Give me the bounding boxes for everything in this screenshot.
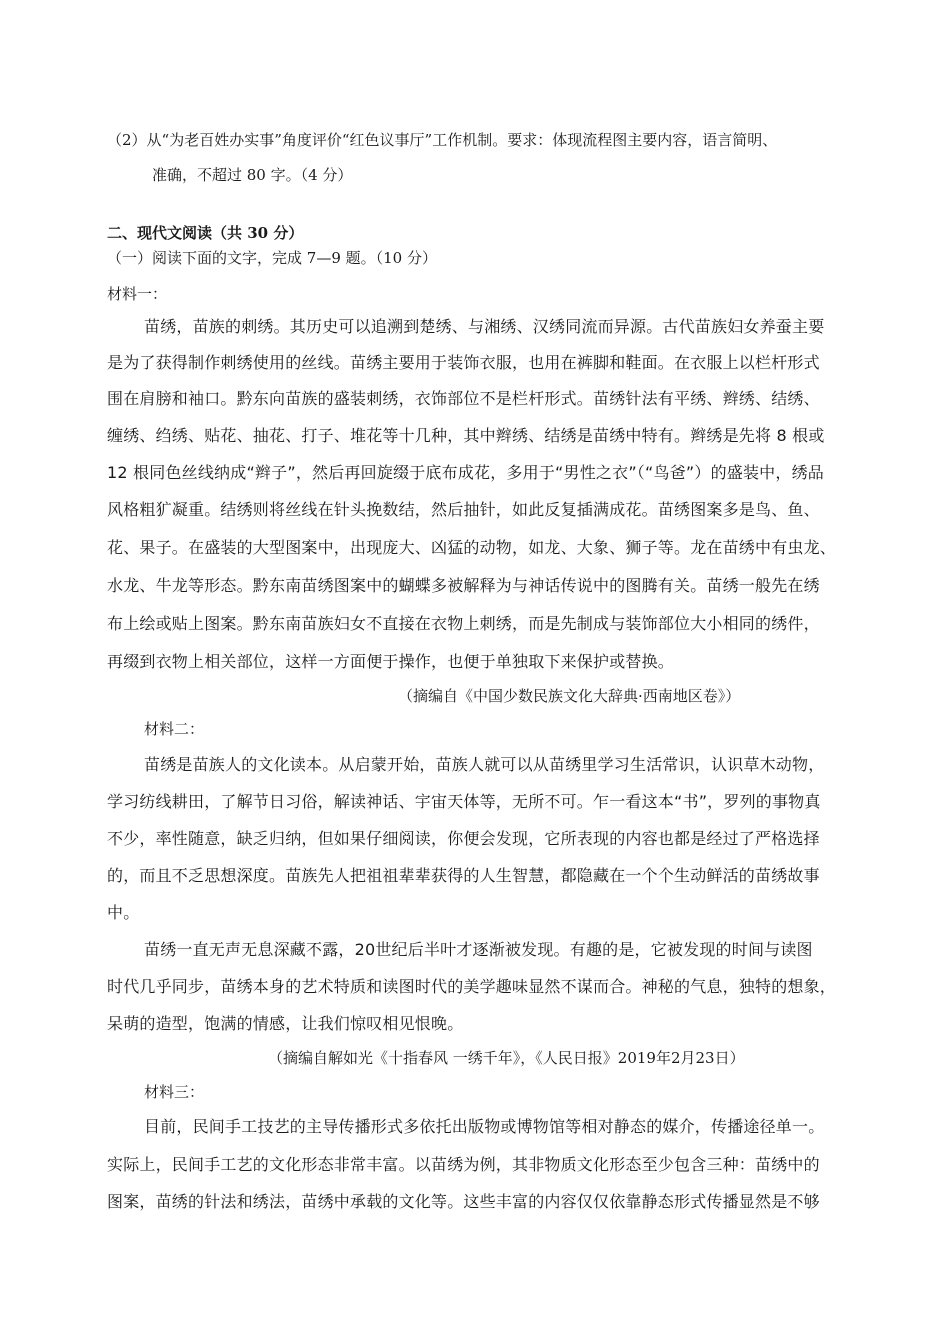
section-title: 二、现代文阅读（共 30 分） (107, 224, 304, 242)
material1-source: （摘编自《中国少数民族文化大辞典·西南地区卷》） (398, 687, 741, 705)
material1-line: 围在肩膀和袖口。黔东向苗族的盛装刺绣，衣饰部位不是栏杆形式。苗绣针法有平绣、辫绣、结绣、 (107, 389, 820, 408)
material2-line: 苗绣是苗族人的文化读本。从启蒙开始，苗族人就可以从苗绣里学习生活常识，认识草木动物， (144, 755, 825, 774)
material2-line: 苗绣一直无声无息深藏不露，20世纪后半叶才逐渐被发现。有趣的是，它被发现的时间与读图 (144, 940, 813, 959)
material1-line: 苗绣，苗族的刺绣。其历史可以追溯到楚绣、与湘绣、汉绣同流而异源。古代苗族妇女养蚕主要 (144, 317, 825, 336)
material2-line: 时代几乎同步，苗绣本身的艺术特质和读图时代的美学趣味显然不谋而合。神秘的气息，独特的想象， (107, 977, 837, 996)
material3-line: 目前，民间手工技艺的主导传播形式多依托出版物或博物馆等相对静态的媒介，传播途径单一。 (144, 1117, 825, 1136)
material1-line: 再缀到衣物上相关部位，这样一方面便于操作，也便于单独取下来保护或替换。 (107, 652, 675, 671)
material1-line: 风格粗犷凝重。结绣则将丝线在针头挽数结，然后抽针，如此反复插满成花。苗绣图案多是鸟、鱼、 (107, 500, 820, 519)
material2-line: 的，而且不乏思想深度。苗族先人把祖祖辈辈获得的人生智慧，都隐藏在一个个生动鲜活的苗绣故事 (107, 866, 820, 885)
material2-line: 呆萌的造型，饱满的情感，让我们惊叹相见恨晚。 (107, 1014, 464, 1033)
section-subtitle: （一）阅读下面的文字，完成 7—9 题。（10 分） (107, 249, 437, 267)
material1-line: 花、果子。在盛装的大型图案中，出现庞大、凶猛的动物，如龙、大象、狮子等。龙在苗绣中有虫龙、 (107, 538, 837, 557)
question-line-2: 准确，不超过 80 字。（4 分） (152, 166, 353, 184)
material3-line: 实际上，民间手工艺的文化形态非常丰富。以苗绣为例，其非物质文化形态至少包含三种：苗绣中的 (107, 1155, 820, 1174)
material1-line: 水龙、牛龙等形态。黔东南苗绣图案中的蝴蝶多被解释为与神话传说中的图腾有关。苗绣一般先在绣 (107, 576, 820, 595)
material1-line: 12 根同色丝线纳成“辫子”，然后再回旋缀于底布成花，多用于“男性之衣”（“鸟爸”）的盛装中，绣品 (107, 463, 824, 482)
material3-line: 图案，苗绣的针法和绣法，苗绣中承载的文化等。这些丰富的内容仅仅依靠静态形式传播显然是不够 (107, 1192, 820, 1211)
material1-label: 材料一： (107, 285, 168, 303)
material2-source: （摘编自解如光《十指春风 一绣千年》，《人民日报》2019年2月23日） (268, 1049, 745, 1067)
material1-line: 是为了获得制作刺绣使用的丝线。苗绣主要用于装饰衣服，也用在裤脚和鞋面。在衣服上以栏杆形式 (107, 353, 820, 372)
material2-line: 学习纺线耕田，了解节日习俗，解读神话、宇宙天体等，无所不可。乍一看这本“书”，罗列的事物真 (107, 792, 821, 811)
question-line-1: （2）从“为老百姓办实事”角度评价“红色议事厅”工作机制。要求：体现流程图主要内容，语言简明、 (107, 131, 778, 149)
material2-line: 不少，率性随意，缺乏归纳，但如果仔细阅读，你便会发现，它所表现的内容也都是经过了严格选择 (107, 829, 820, 848)
material1-line: 布上绘或贴上图案。黔东南苗族妇女不直接在衣物上刺绣，而是先制成与装饰部位大小相同的绣件， (107, 614, 820, 633)
material2-line: 中。 (107, 903, 140, 922)
material1-line: 缠绣、绉绣、贴花、抽花、打子、堆花等十几种，其中辫绣、结绣是苗绣中特有。辫绣是先将 8 根或 (107, 426, 825, 445)
material2-label: 材料二： (144, 720, 205, 738)
material3-label: 材料三： (144, 1083, 205, 1101)
